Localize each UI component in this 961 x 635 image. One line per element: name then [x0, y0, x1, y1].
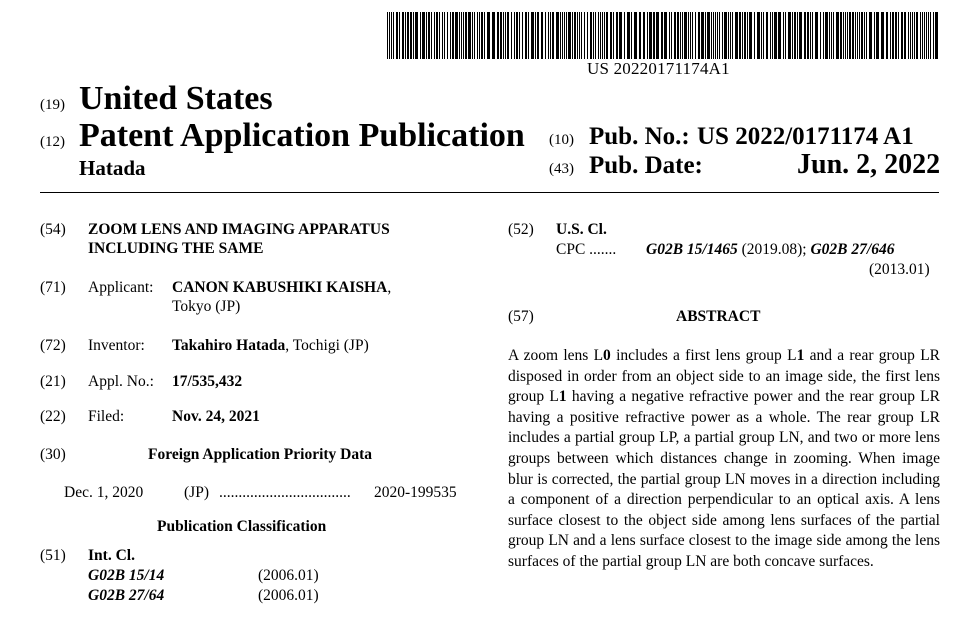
barcode-bar: [595, 12, 596, 59]
barcode-bar: [783, 12, 784, 59]
inventor-label: Inventor:: [88, 337, 145, 354]
barcode-bar: [562, 12, 563, 59]
abstract-bold-1: 0: [603, 347, 611, 364]
barcode-bar: [481, 12, 483, 59]
barcode-bar: [465, 12, 467, 59]
barcode-bar: [692, 12, 693, 59]
barcode-bar: [719, 12, 720, 59]
abstract-bold-3: 1: [558, 388, 567, 406]
title-line-2: INCLUDING THE SAME: [88, 240, 264, 257]
barcode-bar: [511, 12, 512, 59]
barcode-bar: [674, 12, 676, 59]
barcode-bar: [522, 12, 523, 59]
barcode-bar: [484, 12, 485, 59]
barcode-bar: [912, 12, 913, 59]
barcode-bar: [849, 12, 851, 59]
barcode-bar: [560, 12, 561, 59]
barcode-bar: [717, 12, 718, 59]
priority-date: Dec. 1, 2020: [64, 484, 144, 501]
int-cl-class-1: G02B 15/14: [88, 567, 165, 584]
code-54: (54): [40, 221, 66, 238]
barcode-bar: [815, 12, 818, 59]
barcode-bar: [701, 12, 704, 59]
code-30: (30): [40, 446, 66, 463]
barcode-bar: [749, 12, 752, 59]
barcode-bar: [649, 12, 652, 59]
barcode-bar: [610, 12, 612, 59]
pub-no-value: US 2022/0171174 A1: [697, 123, 914, 150]
barcode-bar: [514, 12, 515, 59]
title-line-1: ZOOM LENS AND IMAGING APPARATUS: [88, 221, 390, 238]
barcode-bar: [590, 12, 592, 59]
code-51: (51): [40, 547, 66, 564]
barcode-bar: [661, 12, 663, 59]
barcode-bar: [434, 12, 435, 59]
barcode-bar: [797, 12, 798, 59]
cpc-line: [646, 241, 894, 259]
barcode-bar: [497, 12, 499, 59]
barcode-bar: [852, 12, 854, 59]
barcode-bar: [477, 12, 478, 59]
barcode-bar: [455, 12, 458, 59]
barcode-bar: [604, 12, 605, 59]
us-cl-label: U.S. Cl.: [556, 221, 607, 238]
barcode-bar: [389, 12, 390, 59]
barcode-bar: [500, 12, 502, 59]
inventor-surname: Hatada: [79, 156, 146, 180]
barcode-bar: [492, 12, 495, 59]
barcode-bar: [422, 12, 425, 59]
pub-date-value: Jun. 2, 2022: [797, 149, 941, 180]
barcode-bar: [447, 12, 448, 59]
code-52: (52): [508, 221, 534, 238]
barcode-bar: [439, 12, 440, 59]
applicant-location: Tokyo (JP): [172, 298, 241, 315]
barcode-bar: [410, 12, 412, 59]
barcode-bar: [933, 12, 934, 59]
barcode-bar: [757, 12, 760, 59]
filed-label: Filed:: [88, 408, 125, 425]
barcode-bar: [857, 12, 858, 59]
barcode-bar: [682, 12, 683, 59]
barcode-number: US 20220171174A1: [587, 59, 730, 78]
barcode-bar: [564, 12, 565, 59]
barcode-bar: [671, 12, 672, 59]
barcode-bar: [855, 12, 856, 59]
code-71: (71): [40, 279, 66, 296]
barcode-bar: [707, 12, 710, 59]
barcode-bar: [413, 12, 414, 59]
filed-value: Nov. 24, 2021: [172, 408, 260, 425]
barcode-bar: [631, 12, 632, 59]
barcode-bar: [898, 12, 899, 59]
barcode-bar: [935, 12, 938, 59]
barcode-bar: [566, 12, 567, 59]
barcode-bar: [541, 12, 543, 59]
barcode-bar: [684, 12, 687, 59]
barcode-bar: [393, 12, 394, 59]
barcode-bar: [774, 12, 777, 59]
barcode-bar: [487, 12, 490, 59]
barcode-bar: [468, 12, 471, 59]
barcode-bar: [402, 12, 404, 59]
abstract-part-4: having a negative refractive power and the rear group LR having a positive refractive power as a whole. The rear group LR includes a partial group LP, a partial group LN, and two or more lens groups between which distances change in zooming. When image blur is corrected, the partial group LN moves in a direction including a component of a direction perpendicular to an optical axis. A lens surface closest to the object side among lens surfaces of the partial group LN and a lens surface closest to the image side among the lens surfaces of the partial group LN are both concave surfaces.: [508, 388, 940, 570]
barcode-bar: [890, 12, 891, 59]
code-10: (10): [549, 132, 574, 148]
barcode-bar: [677, 12, 679, 59]
barcode-bar: [735, 12, 738, 59]
barcode-bar: [656, 12, 659, 59]
barcode-bar: [895, 12, 897, 59]
priority-country: (JP): [184, 484, 209, 501]
document-type: Patent Application Publication: [79, 117, 525, 154]
barcode-bar: [792, 12, 793, 59]
barcode-bar: [874, 12, 875, 59]
barcode-bar: [859, 12, 860, 59]
barcode-bar: [405, 12, 406, 59]
barcode-bar: [643, 12, 645, 59]
header-divider: [40, 192, 939, 193]
int-cl-version-2: (2006.01): [258, 587, 319, 604]
barcode-bar: [574, 12, 576, 59]
int-cl-label: Int. Cl.: [88, 547, 135, 564]
barcode-bar: [396, 12, 398, 59]
barcode-bar: [847, 12, 848, 59]
barcode-bar: [747, 12, 748, 59]
barcode-bar: [742, 12, 743, 59]
cpc-version-1: (2019.08);: [737, 241, 811, 258]
barcode-bar: [730, 12, 731, 59]
barcode-bar: [616, 12, 618, 59]
barcode-bar: [690, 12, 691, 59]
barcode-bar: [728, 12, 729, 59]
barcode-bar: [924, 12, 925, 59]
barcode-bar: [531, 12, 534, 59]
barcode-bar: [525, 12, 527, 59]
barcode-bar: [778, 12, 781, 59]
barcode-bar: [901, 12, 903, 59]
barcode-bar: [461, 12, 462, 59]
publication-classification-heading: Publication Classification: [157, 518, 327, 535]
barcode-bar: [799, 12, 802, 59]
abstract-bold-2: 1: [796, 347, 805, 364]
barcode-bar: [864, 12, 865, 59]
barcode-bar: [739, 12, 741, 59]
barcode-bar: [653, 12, 655, 59]
barcode-bar: [647, 12, 648, 59]
barcode-bar: [436, 12, 438, 59]
barcode-bar: [669, 12, 670, 59]
barcode-bar: [550, 12, 551, 59]
barcode-bar: [428, 12, 430, 59]
barcode-bar: [516, 12, 518, 59]
code-43: (43): [549, 161, 574, 177]
applicant-label: Applicant:: [88, 279, 154, 296]
priority-number: 2020-199535: [374, 484, 457, 501]
barcode-bar: [474, 12, 475, 59]
barcode-bar: [548, 12, 549, 59]
applicant-name: [172, 279, 391, 297]
barcode-bar: [836, 12, 839, 59]
abstract-part-1: A zoom lens L: [508, 347, 604, 364]
barcode-bar: [627, 12, 630, 59]
barcode-bar: [744, 12, 746, 59]
barcode-bar: [519, 12, 520, 59]
barcode-bar: [845, 12, 846, 59]
barcode-bar: [861, 12, 863, 59]
barcode-bar: [600, 12, 601, 59]
cpc-label: CPC .......: [556, 241, 617, 258]
barcode-bar: [930, 12, 931, 59]
barcode-bar: [926, 12, 927, 59]
barcode-bar: [407, 12, 409, 59]
barcode-bar: [556, 12, 559, 59]
barcode-image: [387, 12, 939, 59]
barcode-bar: [785, 12, 786, 59]
barcode-bar: [602, 12, 603, 59]
barcode-bar: [442, 12, 443, 59]
inventor-name: Takahiro Hatada: [172, 337, 286, 354]
barcode-bar: [505, 12, 506, 59]
barcode-bar: [823, 12, 824, 59]
barcode-bar: [528, 12, 529, 59]
barcode-bar: [619, 12, 622, 59]
barcode-bar: [833, 12, 834, 59]
barcode-bar: [711, 12, 712, 59]
abstract-part-2: includes a first lens group L: [610, 347, 797, 364]
cpc-version-2: (2013.01): [869, 261, 930, 278]
barcode-bar: [812, 12, 813, 59]
barcode-bar: [892, 12, 894, 59]
barcode-bar: [391, 12, 392, 59]
barcode-bar: [479, 12, 480, 59]
country-title: United States: [79, 80, 273, 117]
barcode-bar: [831, 12, 832, 59]
barcode-bar: [639, 12, 641, 59]
barcode-bar: [698, 12, 700, 59]
barcode-bar: [829, 12, 830, 59]
barcode-bar: [908, 12, 909, 59]
priority-leader-dots: ..................................: [219, 484, 351, 501]
barcode-bar: [910, 12, 911, 59]
barcode-bar: [426, 12, 427, 59]
barcode-bar: [886, 12, 888, 59]
barcode-bar: [503, 12, 504, 59]
appl-no-label: Appl. No.:: [88, 373, 154, 390]
barcode-bar: [804, 12, 806, 59]
barcode-bar: [624, 12, 625, 59]
barcode-bar: [593, 12, 594, 59]
barcode-bar: [664, 12, 667, 59]
barcode-bar: [866, 12, 867, 59]
barcode-bar: [472, 12, 473, 59]
code-57: (57): [508, 308, 534, 325]
barcode-bar: [545, 12, 546, 59]
barcode-bar: [825, 12, 828, 59]
barcode-bar: [450, 12, 451, 59]
barcode-bar: [399, 12, 400, 59]
barcode-bar: [754, 12, 755, 59]
barcode-bar: [922, 12, 923, 59]
barcode-bar: [876, 12, 879, 59]
barcode-bar: [820, 12, 821, 59]
barcode-bar: [928, 12, 929, 59]
code-72: (72): [40, 337, 66, 354]
barcode-bar: [581, 12, 582, 59]
applicant-separator: ,: [387, 279, 392, 296]
barcode-bar: [552, 12, 554, 59]
barcode-bar: [766, 12, 768, 59]
barcode-bar: [579, 12, 580, 59]
barcode-bar: [587, 12, 588, 59]
pub-no-label: Pub. No.:: [589, 123, 690, 150]
barcode-bar: [761, 12, 762, 59]
appl-no-value: 17/535,432: [172, 373, 243, 390]
barcode-bar: [695, 12, 696, 59]
barcode-bar: [763, 12, 764, 59]
int-cl-class-2: G02B 27/64: [88, 587, 165, 604]
barcode-bar: [807, 12, 809, 59]
barcode-bar: [606, 12, 608, 59]
abstract-text: [508, 346, 940, 573]
cpc-class-1: G02B 15/1465: [646, 241, 738, 258]
barcode-bar: [881, 12, 884, 59]
inventor-location: , Tochigi (JP): [285, 337, 369, 354]
barcode-bar: [459, 12, 460, 59]
barcode-bar: [713, 12, 714, 59]
barcode-bar: [572, 12, 573, 59]
barcode-bar: [415, 12, 418, 59]
barcode-bar: [916, 12, 918, 59]
barcode-bar: [840, 12, 842, 59]
barcode-bar: [869, 12, 872, 59]
barcode-bar: [724, 12, 727, 59]
barcode-bar: [507, 12, 509, 59]
barcode-bar: [535, 12, 536, 59]
barcode-bar: [794, 12, 796, 59]
barcode-bar: [577, 12, 578, 59]
barcode-bar: [463, 12, 464, 59]
barcode-bar: [904, 12, 906, 59]
barcode-bar: [772, 12, 773, 59]
barcode-bar: [843, 12, 844, 59]
barcode-bar: [634, 12, 637, 59]
barcode-bar: [705, 12, 706, 59]
barcode-bar: [452, 12, 454, 59]
barcode-bar: [680, 12, 681, 59]
barcode-bar: [688, 12, 689, 59]
barcode-bar: [715, 12, 716, 59]
code-21: (21): [40, 373, 66, 390]
barcode-bar: [920, 12, 921, 59]
abstract-part-3: and a rear group LR disposed in order from an object side to an image side, the first lens group L: [508, 347, 941, 406]
barcode-bar: [431, 12, 432, 59]
barcode-bar: [914, 12, 915, 59]
code-22: (22): [40, 408, 66, 425]
code-12: (12): [40, 134, 65, 150]
barcode-bar: [537, 12, 539, 59]
barcode-bar: [722, 12, 723, 59]
barcode-bar: [568, 12, 571, 59]
inventor-entry: [172, 337, 369, 355]
code-19: (19): [40, 97, 65, 113]
barcode-bar: [420, 12, 421, 59]
pub-date-label: Pub. Date:: [589, 152, 703, 179]
barcode-bar: [387, 12, 388, 59]
barcode-bar: [770, 12, 771, 59]
barcode-bar: [788, 12, 791, 59]
foreign-priority-heading: Foreign Application Priority Data: [148, 446, 373, 463]
abstract-heading: ABSTRACT: [676, 308, 761, 325]
applicant-company: CANON KABUSHIKI KAISHA: [172, 279, 388, 296]
barcode-bar: [584, 12, 585, 59]
barcode-bar: [732, 12, 733, 59]
barcode-bar: [444, 12, 445, 59]
barcode-bar: [810, 12, 811, 59]
cpc-class-2: G02B 27/646: [810, 241, 895, 258]
barcode-bar: [613, 12, 614, 59]
barcode-bar: [598, 12, 599, 59]
int-cl-version-1: (2006.01): [258, 567, 319, 584]
